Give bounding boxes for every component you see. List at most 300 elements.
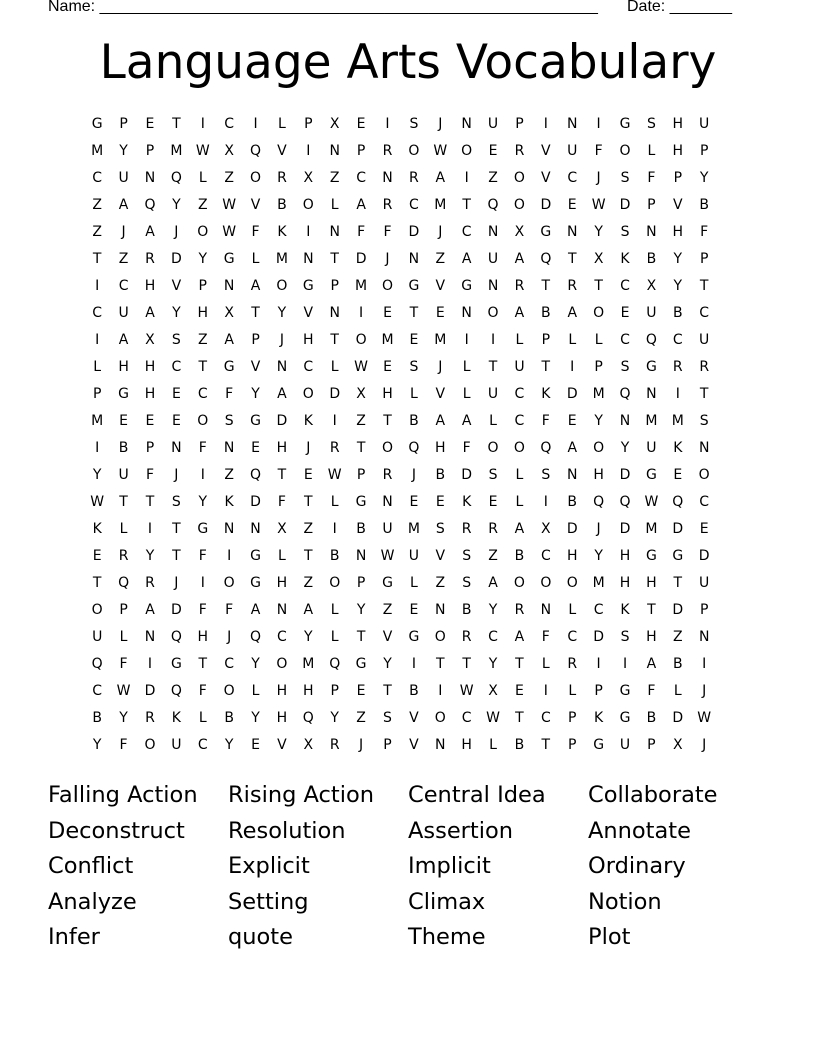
grid-letter: I <box>200 575 205 591</box>
grid-letter: C <box>356 170 366 186</box>
grid-letter: I <box>332 413 337 429</box>
grid-letter: I <box>227 548 232 564</box>
grid-letter: E <box>435 494 445 510</box>
grid-letter: N <box>223 440 235 456</box>
grid-letter: A <box>356 197 366 213</box>
grid-letter: I <box>411 656 416 672</box>
grid-letter: N <box>487 224 499 240</box>
name-date-header <box>48 0 748 17</box>
grid-letter: L <box>515 467 524 483</box>
grid-letter: S <box>171 494 181 510</box>
grid-letter: E <box>383 359 392 375</box>
grid-letter: N <box>329 305 340 321</box>
grid-letter: C <box>92 170 103 186</box>
grid-letter: X <box>224 305 234 321</box>
grid-letter: E <box>409 602 419 618</box>
grid-letter: X <box>514 224 525 240</box>
grid-letter: G <box>408 278 420 294</box>
grid-letter: E <box>171 386 181 402</box>
grid-letter: P <box>330 278 339 294</box>
grid-letter: S <box>646 116 656 132</box>
grid-letter: L <box>278 116 286 132</box>
grid-letter: Z <box>224 467 234 483</box>
word-bank-item: Collaborate <box>588 782 718 808</box>
grid-letter: W <box>486 710 500 726</box>
grid-letter: A <box>435 413 446 429</box>
grid-letter: V <box>673 197 683 213</box>
word-bank-item: Assertion <box>408 817 514 844</box>
grid-letter: I <box>622 656 628 672</box>
grid-letter: F <box>541 629 550 645</box>
grid-letter: R <box>514 143 525 159</box>
grid-letter: W <box>591 197 606 213</box>
grid-letter: Q <box>540 440 552 456</box>
grid-letter: V <box>435 386 446 402</box>
grid-letter: C <box>92 305 103 321</box>
grid-letter: A <box>461 251 472 267</box>
grid-letter: H <box>197 629 209 645</box>
grid-letter: H <box>303 332 314 348</box>
grid-letter: I <box>596 116 601 132</box>
word-bank-item: Notion <box>588 888 662 915</box>
grid-letter: C <box>118 278 129 294</box>
grid-letter: P <box>330 683 339 699</box>
grid-letter: J <box>702 737 707 753</box>
grid-letter: I <box>490 332 496 348</box>
grid-letter: V <box>303 305 314 321</box>
grid-letter: O <box>302 197 314 213</box>
grid-letter: S <box>699 413 709 429</box>
grid-letter: M <box>592 386 605 402</box>
grid-letter: G <box>355 656 367 672</box>
grid-letter: N <box>698 440 710 456</box>
grid-letter: Q <box>144 197 156 213</box>
grid-letter: E <box>145 116 155 132</box>
grid-letter: S <box>620 629 630 645</box>
grid-letter: S <box>409 359 419 375</box>
grid-letter: V <box>541 170 551 186</box>
grid-letter: A <box>646 656 657 672</box>
grid-letter: Q <box>540 251 552 267</box>
grid-letter: N <box>382 494 393 510</box>
grid-letter: S <box>224 413 234 429</box>
grid-letter: I <box>200 467 205 483</box>
grid-letter: A <box>514 629 525 645</box>
grid-letter: I <box>95 332 100 348</box>
grid-letter: R <box>145 575 155 591</box>
grid-letter: Y <box>251 386 260 402</box>
grid-letter: J <box>174 224 179 240</box>
grid-letter: H <box>672 116 684 132</box>
grid-letter: W <box>195 143 210 159</box>
grid-letter: Z <box>356 710 366 726</box>
grid-letter: O <box>513 575 525 591</box>
grid-letter: T <box>594 278 603 294</box>
grid-letter: V <box>250 359 261 375</box>
grid-letter: K <box>620 251 630 267</box>
grid-letter: A <box>567 440 578 456</box>
word-bank-item: quote <box>228 924 293 951</box>
grid-letter: X <box>356 386 366 402</box>
grid-letter: E <box>567 413 577 429</box>
grid-letter: P <box>594 683 603 699</box>
grid-letter: P <box>699 602 709 618</box>
grid-letter: E <box>435 305 445 321</box>
grid-letter: E <box>145 413 155 429</box>
grid-letter: Y <box>277 305 287 321</box>
grid-letter: Y <box>594 224 603 240</box>
word-bank-item: Plot <box>588 924 631 951</box>
grid-letter: Q <box>672 494 684 510</box>
grid-letter: C <box>92 683 103 699</box>
grid-letter: E <box>673 467 683 483</box>
grid-letter: T <box>356 440 366 456</box>
grid-letter: H <box>646 575 657 591</box>
grid-letter: H <box>566 548 578 564</box>
grid-letter: E <box>303 467 313 483</box>
grid-letter: H <box>276 440 288 456</box>
grid-letter: A <box>435 170 446 186</box>
grid-letter: R <box>329 737 340 753</box>
grid-letter: V <box>277 737 287 753</box>
grid-letter: V <box>382 629 393 645</box>
grid-letter: I <box>464 332 469 348</box>
grid-letter: F <box>119 656 128 672</box>
grid-letter: O <box>461 143 473 159</box>
name-field: Name: ________________________________________________________ <box>48 0 598 15</box>
grid-letter: G <box>118 386 130 402</box>
grid-letter: O <box>276 278 288 294</box>
grid-letter: L <box>515 494 524 510</box>
grid-letter: C <box>488 629 498 645</box>
grid-letter: Z <box>224 170 234 186</box>
grid-letter: N <box>329 143 340 159</box>
grid-letter: T <box>277 467 287 483</box>
grid-letter: E <box>383 305 392 321</box>
grid-letter: A <box>514 305 525 321</box>
grid-letter: N <box>408 251 420 267</box>
grid-letter: X <box>329 116 340 132</box>
grid-letter: T <box>515 710 524 726</box>
grid-letter: W <box>354 359 369 375</box>
grid-letter: E <box>356 116 366 132</box>
grid-letter: D <box>144 683 156 699</box>
grid-letter: X <box>303 737 314 753</box>
grid-letter: I <box>306 224 311 240</box>
grid-letter: T <box>462 656 471 672</box>
grid-letter: A <box>488 575 498 591</box>
grid-letter: O <box>487 305 499 321</box>
grid-letter: G <box>540 224 552 240</box>
grid-letter: Y <box>673 251 683 267</box>
grid-letter: I <box>543 116 548 132</box>
word-bank-item: Infer <box>48 924 100 951</box>
grid-letter: G <box>461 278 473 294</box>
grid-letter: O <box>540 575 552 591</box>
grid-letter: L <box>462 386 471 402</box>
grid-letter: C <box>197 386 208 402</box>
grid-letter: Y <box>172 305 181 321</box>
grid-letter: I <box>438 683 443 699</box>
grid-letter: U <box>487 116 499 132</box>
grid-letter: B <box>435 467 446 483</box>
grid-letter: I <box>147 656 153 672</box>
grid-letter: Y <box>251 656 260 672</box>
grid-letter: M <box>91 413 104 429</box>
grid-letter: V <box>435 278 446 294</box>
grid-letter: G <box>645 467 657 483</box>
grid-letter: G <box>223 359 235 375</box>
grid-letter: Y <box>330 710 339 726</box>
grid-letter: P <box>647 737 656 753</box>
grid-letter: O <box>619 143 631 159</box>
grid-letter: G <box>672 548 684 564</box>
grid-letter: D <box>566 386 578 402</box>
grid-letter: O <box>250 170 262 186</box>
grid-letter: J <box>121 224 126 240</box>
grid-letter: O <box>355 332 367 348</box>
grid-letter: Z <box>356 413 366 429</box>
grid-letter: L <box>515 332 524 348</box>
grid-letter: G <box>645 359 657 375</box>
grid-letter: G <box>619 710 631 726</box>
grid-letter: F <box>145 467 154 483</box>
grid-letter: L <box>647 143 656 159</box>
grid-letter: T <box>699 386 709 402</box>
grid-letter: E <box>171 413 181 429</box>
grid-letter: B <box>224 710 234 726</box>
grid-letter: I <box>596 656 601 672</box>
grid-letter: H <box>144 278 156 294</box>
grid-letter: Z <box>303 575 314 591</box>
grid-letter: J <box>174 575 179 591</box>
grid-letter: L <box>251 251 260 267</box>
grid-letter: N <box>698 629 710 645</box>
grid-letter: P <box>568 710 577 726</box>
grid-letter: Q <box>329 656 341 672</box>
grid-letter: T <box>92 575 102 591</box>
grid-letter: D <box>672 521 684 537</box>
grid-letter: Z <box>92 224 102 240</box>
grid-letter: L <box>330 629 339 645</box>
grid-letter: D <box>672 710 684 726</box>
word-bank-item: Explicit <box>228 853 310 880</box>
word-bank-item: Rising Action <box>228 782 375 808</box>
grid-letter: F <box>357 224 366 240</box>
grid-letter: T <box>251 305 260 321</box>
grid-letter: Y <box>488 602 498 618</box>
grid-letter: H <box>144 359 156 375</box>
grid-letter: U <box>699 575 710 591</box>
grid-letter: J <box>385 251 390 267</box>
grid-letter: Y <box>145 548 155 564</box>
grid-letter: Y <box>119 710 128 726</box>
grid-letter: D <box>170 251 182 267</box>
grid-letter: M <box>592 575 605 591</box>
grid-letter: W <box>459 683 474 699</box>
grid-letter: A <box>145 224 155 240</box>
grid-letter: F <box>277 494 286 510</box>
grid-letter: G <box>91 116 103 132</box>
grid-letter: B <box>672 656 683 672</box>
grid-letter: R <box>699 359 710 375</box>
grid-letter: B <box>356 521 366 537</box>
grid-letter: O <box>223 683 235 699</box>
grid-letter: K <box>303 413 313 429</box>
grid-letter: E <box>251 737 260 753</box>
grid-letter: T <box>383 413 392 429</box>
grid-letter: R <box>461 629 472 645</box>
grid-letter: P <box>383 737 392 753</box>
grid-letter: N <box>487 278 499 294</box>
grid-letter: X <box>541 521 551 537</box>
grid-letter: Y <box>594 548 603 564</box>
grid-letter: O <box>434 710 446 726</box>
grid-letter: C <box>567 629 578 645</box>
grid-letter: E <box>409 494 419 510</box>
word-bank-item: Implicit <box>408 853 491 880</box>
grid-letter: I <box>332 521 337 537</box>
grid-letter: L <box>568 332 577 348</box>
grid-letter: P <box>541 332 551 348</box>
grid-letter: Y <box>119 143 128 159</box>
grid-letter: Z <box>92 197 102 213</box>
grid-letter: L <box>330 494 339 510</box>
grid-letter: D <box>566 521 578 537</box>
grid-letter: M <box>170 143 183 159</box>
grid-letter: T <box>172 116 181 132</box>
grid-letter: M <box>381 332 394 348</box>
grid-letter: J <box>227 629 232 645</box>
grid-letter: E <box>620 305 630 321</box>
grid-letter: T <box>673 575 683 591</box>
grid-letter: M <box>302 656 315 672</box>
grid-letter: W <box>90 494 105 510</box>
grid-letter: C <box>514 413 525 429</box>
grid-letter: A <box>514 521 525 537</box>
grid-letter: F <box>198 548 207 564</box>
grid-letter: O <box>408 143 420 159</box>
grid-letter: P <box>699 143 709 159</box>
grid-letter: A <box>145 602 155 618</box>
grid-letter: L <box>278 548 286 564</box>
grid-letter: A <box>250 602 261 618</box>
grid-letter: C <box>699 305 710 321</box>
grid-letter: U <box>118 170 129 186</box>
grid-letter: O <box>302 386 314 402</box>
grid-letter: D <box>329 386 341 402</box>
grid-letter: F <box>647 683 656 699</box>
grid-letter: Q <box>118 575 130 591</box>
grid-letter: T <box>198 359 208 375</box>
grid-letter: R <box>329 440 340 456</box>
grid-letter: C <box>593 602 604 618</box>
grid-letter: O <box>276 656 288 672</box>
grid-letter: N <box>223 521 235 537</box>
grid-letter: O <box>513 197 525 213</box>
grid-letter: N <box>566 467 578 483</box>
grid-letter: O <box>487 440 499 456</box>
grid-letter: Z <box>435 251 446 267</box>
grid-letter: C <box>224 656 235 672</box>
grid-letter: E <box>567 197 577 213</box>
grid-letter: J <box>596 170 601 186</box>
grid-letter: R <box>567 278 578 294</box>
grid-letter: D <box>619 467 631 483</box>
grid-letter: V <box>250 197 261 213</box>
grid-letter: Y <box>198 494 208 510</box>
grid-letter: W <box>222 224 237 240</box>
grid-letter: A <box>277 386 287 402</box>
grid-letter: D <box>593 629 604 645</box>
grid-letter: Q <box>408 440 420 456</box>
grid-letter: X <box>593 251 604 267</box>
grid-letter: L <box>568 602 577 618</box>
grid-letter: P <box>647 197 656 213</box>
grid-letter: I <box>385 116 390 132</box>
grid-letter: C <box>540 548 551 564</box>
grid-letter: O <box>223 575 235 591</box>
grid-letter: O <box>197 224 209 240</box>
grid-letter: I <box>570 359 575 375</box>
grid-letter: L <box>119 629 128 645</box>
grid-letter: N <box>276 602 288 618</box>
grid-letter: C <box>303 359 314 375</box>
grid-letter: L <box>673 683 682 699</box>
grid-letter: T <box>515 656 524 672</box>
grid-letter: V <box>541 143 551 159</box>
grid-letter: D <box>276 413 288 429</box>
word-search-grid <box>84 111 717 759</box>
grid-letter: J <box>174 467 179 483</box>
grid-letter: C <box>672 332 683 348</box>
grid-letter: A <box>567 305 578 321</box>
grid-letter: N <box>646 386 657 402</box>
grid-letter: N <box>276 359 288 375</box>
grid-letter: U <box>567 143 578 159</box>
grid-letter: V <box>409 737 419 753</box>
grid-letter: Q <box>250 629 262 645</box>
grid-letter: U <box>382 521 393 537</box>
grid-letter: C <box>620 278 630 294</box>
grid-letter: V <box>409 710 419 726</box>
grid-letter: B <box>329 548 340 564</box>
grid-letter: B <box>672 305 683 321</box>
grid-letter: B <box>646 251 657 267</box>
grid-letter: H <box>435 440 446 456</box>
grid-letter: H <box>461 737 472 753</box>
grid-letter: I <box>675 386 680 402</box>
grid-letter: N <box>250 521 261 537</box>
grid-letter: T <box>330 332 339 348</box>
grid-letter: G <box>382 575 393 591</box>
grid-letter: Q <box>170 170 182 186</box>
grid-letter: T <box>198 656 208 672</box>
word-bank-item: Resolution <box>228 817 346 844</box>
grid-letter: P <box>356 143 366 159</box>
grid-letter: Y <box>488 656 498 672</box>
grid-letter: M <box>645 521 658 537</box>
grid-letter: C <box>224 116 235 132</box>
grid-letter: H <box>197 305 209 321</box>
grid-letter: I <box>543 494 548 510</box>
grid-letter: R <box>514 602 525 618</box>
grid-letter: Y <box>673 278 683 294</box>
grid-letter: B <box>514 737 525 753</box>
grid-letter: H <box>672 224 684 240</box>
grid-letter: U <box>514 359 525 375</box>
grid-letter: L <box>462 359 471 375</box>
